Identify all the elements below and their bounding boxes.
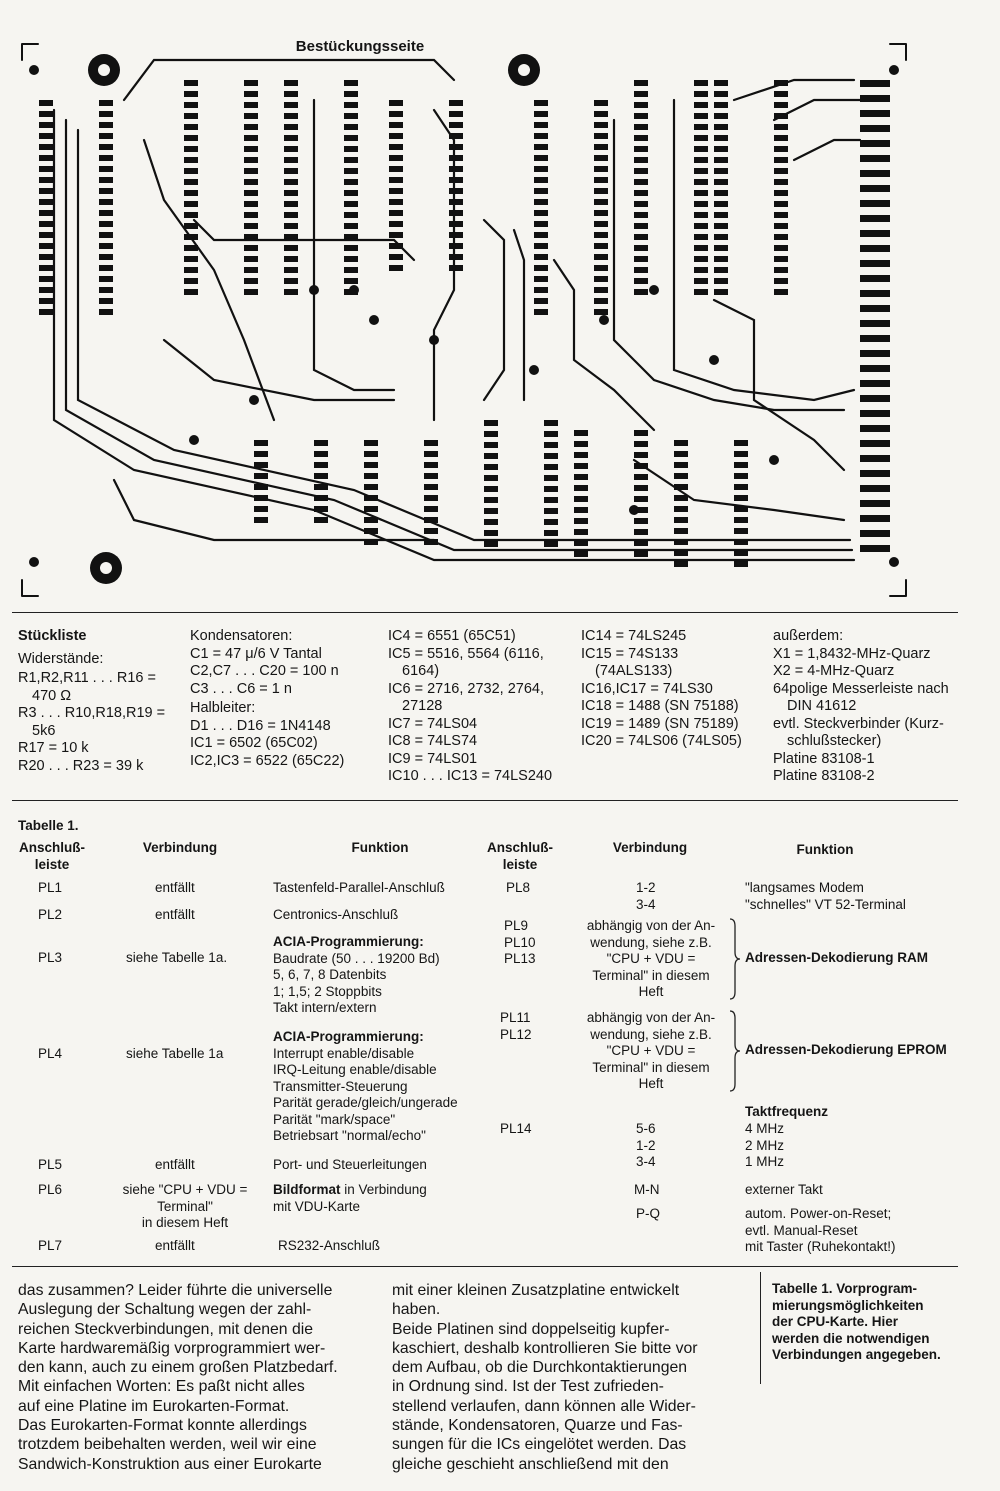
header-funktion: Funktion	[351, 840, 409, 855]
caption-line: der CPU-Karte. Hier	[772, 1314, 899, 1329]
parts-line: IC20 = 74LS06 (74LS05)	[581, 733, 742, 749]
verbindung-line: Heft	[638, 984, 664, 999]
verbindung-line: in diesem Heft	[141, 1215, 229, 1230]
row-pl5-funktion: Port- und Steuerleitungen	[273, 1157, 427, 1172]
parts-line: R20 . . . R23 = 39 k	[18, 757, 144, 774]
parts-line: IC6 = 2716, 2732, 2764,	[388, 680, 545, 697]
takt-heading: Taktfrequenz	[745, 1104, 829, 1119]
header-anschluss-right	[480, 840, 560, 873]
parts-line: X1 = 1,8432-MHz-Quarz	[773, 645, 931, 662]
verbindung-line: "CPU + VDU =	[606, 951, 696, 966]
caption-line: Tabelle 1. Vorprogram-	[772, 1281, 918, 1296]
row-pl4-label: PL4	[38, 1046, 63, 1061]
row-pl3-label: PL3	[38, 950, 63, 965]
body-line: Das Eurokarten-Format konnte allerdings	[18, 1417, 307, 1435]
row-pl5-label: PL5	[38, 1157, 63, 1172]
row-mn-funktion: externer Takt	[745, 1182, 823, 1197]
body-line: den kann, auch zu einem großen Platzbedarf.	[18, 1359, 338, 1377]
resistors-heading: Widerstände:	[18, 650, 104, 667]
capacitors-heading: Kondensatoren:	[190, 628, 293, 644]
funktion-line: Takt intern/extern	[273, 1000, 377, 1015]
verbindung-line: Terminal"	[157, 1198, 213, 1214]
caption-line: mierungsmöglichkeiten	[772, 1297, 924, 1313]
parts-line: IC18 = 1488 (SN 75188)	[581, 698, 739, 714]
verbindung-line: 3-4	[636, 1154, 656, 1169]
header-funktion-right: Funktion	[796, 842, 854, 857]
parts-line: 6164)	[402, 663, 440, 679]
pl-label: PL10	[504, 934, 536, 950]
row-pl8-label: PL8	[506, 880, 531, 895]
funktion-line: IRQ-Leitung enable/disable	[273, 1062, 437, 1077]
parts-line: C3 . . . C6 = 1 n	[190, 680, 292, 697]
row-pl3-verbindung: siehe Tabelle 1a.	[126, 950, 228, 965]
verbindung-line: Terminal" in diesem	[592, 1059, 710, 1075]
parts-line: R1,R2,R11 . . . R16 =	[18, 670, 156, 686]
funktion-line: Parität gerade/gleich/ungerade	[273, 1095, 458, 1110]
funktion-heading: Bildformat	[273, 1182, 341, 1197]
parts-line: IC9 = 74LS01	[388, 750, 478, 767]
row-eprom-funktion: Adressen-Dekodierung EPROM	[745, 1042, 947, 1057]
pl-label: PL12	[500, 1026, 532, 1042]
caption-line: werden die notwendigen	[772, 1330, 930, 1346]
verbindung-line: siehe "CPU + VDU =	[122, 1182, 248, 1197]
body-line: mit einer kleinen Zusatzplatine entwickelt	[392, 1282, 680, 1299]
funktion-line: Baudrate (50 . . . 19200 Bd)	[273, 950, 440, 966]
funktion-line: Transmitter-Steuerung	[273, 1078, 408, 1094]
funktion-line: autom. Power-on-Reset;	[745, 1206, 892, 1221]
parts-line: IC7 = 74LS04	[388, 715, 478, 732]
body-line: stellend verlaufen, dann können alle Wider-	[392, 1397, 696, 1415]
row-pl8-verbindung	[636, 880, 656, 913]
row-pl14-label: PL14	[500, 1121, 532, 1136]
funktion-line: Betriebsart "normal/echo"	[273, 1128, 426, 1143]
row-pl8-funktion	[745, 880, 906, 913]
parts-line: R17 = 10 k	[18, 740, 89, 756]
body-line: Beide Platinen sind doppelseitig kupfer-	[392, 1320, 670, 1338]
brace-ram	[728, 918, 742, 1000]
parts-line: IC15 = 74S133	[581, 645, 679, 662]
row-pl14-verbindung	[636, 1121, 656, 1171]
funktion-line: Interrupt enable/disable	[273, 1045, 415, 1061]
pl-label: PL9	[504, 918, 529, 933]
row-pl1-verbindung: entfällt	[155, 880, 195, 895]
parts-line: IC8 = 74LS74	[388, 733, 478, 749]
funktion-line: mit Taster (Ruhekontakt!)	[745, 1239, 896, 1254]
row-pq-funktion	[745, 1206, 896, 1256]
parts-line: D1 . . . D16 = 1N4148	[190, 717, 331, 734]
row-pq-verbindung: P-Q	[636, 1206, 661, 1221]
body-line: dem Aufbau, ob die Durchkontaktierungen	[392, 1359, 688, 1377]
verbindung-line: abhängig von der An-	[586, 1010, 716, 1025]
parts-line: 5k6	[32, 722, 56, 739]
row-pl4-funktion	[273, 1029, 458, 1145]
misc-heading: außerdem:	[773, 628, 844, 644]
brace-eprom	[728, 1010, 742, 1092]
funktion-line: "langsames Modem	[745, 880, 864, 895]
parts-line: (74ALS133)	[595, 663, 673, 679]
row-ram-verbindung	[576, 918, 726, 1001]
parts-line: IC10 . . . IC13 = 74LS240	[388, 768, 553, 784]
caption-divider	[760, 1272, 761, 1384]
parts-line: X2 = 4-MHz-Quarz	[773, 663, 895, 679]
body-line: trotzdem beibehalten werden, weil wir eine	[18, 1436, 317, 1454]
parts-line: C1 = 47 μ/6 V Tantal	[190, 645, 322, 662]
row-pl2-verbindung: entfällt	[155, 907, 195, 922]
body-line: Sandwich-Konstruktion aus einer Eurokarte	[18, 1455, 322, 1473]
body-line: stände, Kondensatoren, Quarze und Fas-	[392, 1417, 683, 1435]
header-text: Anschluß-	[487, 840, 553, 855]
funktion-line: evtl. Manual-Reset	[745, 1222, 858, 1238]
parts-list-title: Stückliste	[18, 628, 87, 644]
verbindung-line: 1-2	[636, 1137, 656, 1153]
row-pl2-funktion: Centronics-Anschluß	[273, 907, 399, 922]
parts-line: R3 . . . R10,R18,R19 =	[18, 705, 166, 721]
body-column-1	[18, 1281, 338, 1474]
row-eprom-verbindung	[576, 1010, 726, 1093]
funktion-line: mit VDU-Karte	[273, 1198, 361, 1214]
verbindung-line: "CPU + VDU =	[606, 1043, 696, 1058]
divider	[12, 1266, 958, 1267]
parts-line: IC5 = 5516, 5564 (6116,	[388, 645, 544, 662]
header-anschluss	[12, 840, 92, 873]
body-line: Mit einfachen Worten: Es paßt nicht alles	[18, 1378, 305, 1396]
funktion-heading: ACIA-Programmierung:	[273, 1029, 424, 1044]
parts-line: IC2,IC3 = 6522 (65C22)	[190, 752, 345, 769]
row-pl6-verbindung	[110, 1182, 260, 1232]
body-line: kaschiert, deshalb kontrollieren Sie bitte vor	[392, 1339, 698, 1357]
verbindung-line: abhängig von der An-	[586, 918, 716, 933]
table-caption	[772, 1281, 941, 1364]
header-text: leiste	[502, 856, 538, 872]
row-pl7-label: PL7	[38, 1238, 63, 1253]
body-line: auf eine Platine im Eurokarten-Format.	[18, 1397, 290, 1415]
parts-line: IC19 = 1489 (SN 75189)	[581, 715, 739, 732]
body-line: das zusammen? Leider führte die universelle	[18, 1282, 333, 1299]
row-pl5-verbindung: entfällt	[155, 1157, 195, 1172]
row-ram-funktion: Adressen-Dekodierung RAM	[745, 950, 929, 965]
row-pl3-funktion	[273, 934, 440, 1017]
caption-line: Verbindungen angegeben.	[772, 1347, 941, 1362]
funktion-line: 5, 6, 7, 8 Datenbits	[273, 967, 387, 982]
row-pl14-funktion	[745, 1121, 784, 1171]
verbindung-line: Terminal" in diesem	[592, 967, 710, 983]
parts-line: IC16,IC17 = 74LS30	[581, 680, 713, 697]
row-pl2-label: PL2	[38, 907, 63, 922]
parts-line: 64polige Messerleiste nach	[773, 680, 949, 697]
funktion-line: "schnelles" VT 52-Terminal	[745, 896, 906, 912]
table-title: Tabelle 1.	[18, 818, 79, 833]
row-pl6-label: PL6	[38, 1182, 63, 1197]
row-pl7-verbindung: entfällt	[155, 1238, 195, 1253]
funktion-line: 4 MHz	[745, 1121, 785, 1136]
parts-line: evtl. Steckverbinder (Kurz-	[773, 715, 944, 732]
row-mn-verbindung: M-N	[634, 1182, 660, 1197]
verbindung-line: 5-6	[636, 1121, 656, 1136]
parts-line: IC1 = 6502 (65C02)	[190, 735, 318, 751]
body-line: Karte hardwaremäßig vorprogrammiert wer-	[18, 1339, 326, 1357]
funktion-heading: ACIA-Programmierung:	[273, 934, 424, 949]
row-ram-labels	[504, 918, 536, 968]
parts-line: Platine 83108-2	[773, 768, 875, 784]
parts-line: IC14 = 74LS245	[581, 628, 687, 644]
verbindung-line: wendung, siehe z.B.	[590, 1026, 712, 1042]
row-eprom-labels	[500, 1010, 532, 1043]
parts-line: Platine 83108-1	[773, 750, 875, 767]
row-pl4-verbindung: siehe Tabelle 1a	[126, 1046, 224, 1061]
body-line: Auslegung der Schaltung wegen der zahl-	[18, 1301, 312, 1319]
verbindung-line: 1-2	[636, 880, 656, 895]
funktion-line: Parität "mark/space"	[273, 1111, 396, 1127]
row-pl1-funktion: Tastenfeld-Parallel-Anschluß	[273, 880, 445, 895]
parts-line: C2,C7 . . . C20 = 100 n	[190, 663, 339, 679]
row-pl1-label: PL1	[38, 880, 63, 895]
body-line: in Ordnung sind. Ist der Test zufrieden-	[392, 1378, 664, 1396]
row-pl7-funktion: RS232-Anschluß	[278, 1238, 381, 1253]
parts-line: IC4 = 6551 (65C51)	[388, 628, 516, 644]
pl-label: PL11	[500, 1010, 531, 1025]
row-pl6-funktion	[273, 1182, 427, 1215]
verbindung-line: wendung, siehe z.B.	[590, 934, 712, 950]
header-verbindung: Verbindung	[142, 840, 218, 855]
parts-line: 27128	[402, 698, 443, 714]
parts-line: schlußstecker)	[787, 733, 882, 749]
verbindung-line: Heft	[638, 1076, 664, 1091]
body-line: sungen für die ICs eingelötet werden. Das	[392, 1436, 687, 1454]
body-line: gleiche geschieht anschließend mit den	[392, 1455, 669, 1473]
body-line: haben.	[392, 1301, 441, 1319]
pcb-title: Bestückungsseite	[295, 38, 425, 55]
header-verbindung-right: Verbindung	[612, 840, 688, 855]
parts-line: 470 Ω	[32, 687, 72, 704]
funktion-line: 2 MHz	[745, 1137, 785, 1153]
body-column-2	[392, 1281, 698, 1474]
funktion-line: in Verbindung	[340, 1182, 427, 1197]
funktion-line: 1; 1,5; 2 Stoppbits	[273, 983, 382, 999]
funktion-line: 1 MHz	[745, 1154, 785, 1169]
header-text: Anschluß-	[19, 840, 85, 855]
parts-line: DIN 41612	[787, 698, 857, 714]
header-text: leiste	[34, 856, 70, 872]
body-line: reichen Steckverbindungen, mit denen die	[18, 1320, 314, 1338]
semiconductors-heading: Halbleiter:	[190, 700, 256, 716]
verbindung-line: 3-4	[636, 896, 656, 912]
pl-label: PL13	[504, 951, 536, 966]
